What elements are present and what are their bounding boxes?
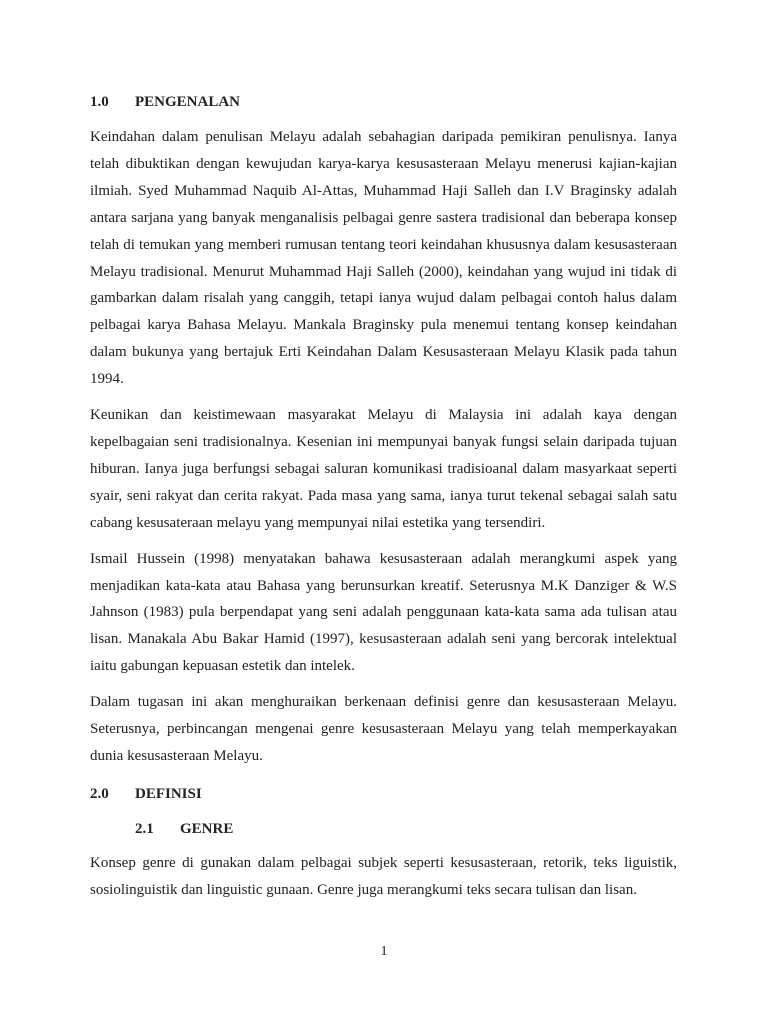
page-number: 1 (380, 944, 388, 959)
section-title: PENGENALAN (135, 94, 241, 110)
section-number: 2.0 (90, 785, 109, 802)
subsection-title: GENRE (180, 820, 234, 837)
paragraph-assignment-scope: Dalam tugasan ini akan menghuraikan berkenaan definisi genre dan kesusasteraan Melayu. Seterusnya, perbincangan mengenai genre kesusasteraan Melayu yang telah memperkayakan dunia kesusasteraan Melayu. (90, 694, 677, 764)
subsection-heading-genre (90, 819, 677, 839)
section-title: DEFINISI (135, 785, 202, 802)
section-heading-definisi (90, 784, 677, 804)
section-heading-pengenalan (90, 92, 677, 112)
paragraph-genre: Konsep genre di gunakan dalam pelbagai subjek seperti kesusasteraan, retorik, teks liguistik, sosiolinguistik dan linguistic gunaan. Genre juga merangkumi teks secara tulisan dan lisan. (90, 854, 677, 898)
paragraph-introduction: Keindahan dalam penulisan Melayu adalah sebahagian daripada pemikiran penulisnya. Ianya telah dibuktikan dengan kewujudan karya-karya kesusasteraan Melayu menerusi kajian-kajian ilmiah. Syed Muhammad Naquib Al-Attas, Muhammad Haji Salleh dan I.V Braginsky adalah antara sarjana yang banyak menganalisis pelbagai genre sastera tradisional dan beberapa konsep telah di temukan yang memberi rumusan tentang teori keindahan khususnya dalam kesusasteraan Melayu tradisional. Menurut Muhammad Haji Salleh (2000), keindahan yang wujud ini tidak di gambarkan dalam risalah yang canggih, tetapi ianya wujud dalam pelbagai contoh halus dalam pelbagai karya Bahasa Melayu. Mankala Braginsky pula menemui tentang konsep keindahan dalam bukunya yang bertajuk Erti Keindahan Dalam Kesusasteraan Melayu Klasik pada tahun 1994. (90, 129, 677, 388)
document-page (90, 92, 677, 904)
section-number: 1.0 (90, 94, 109, 110)
subsection-number: 2.1 (135, 820, 154, 837)
paragraph-definitions: Ismail Hussein (1998) menyatakan bahawa kesusasteraan adalah merangkumi aspek yang menjadikan kata-kata atau Bahasa yang berunsurkan kreatif. Seterusnya M.K Danziger & W.S Jahnson (1983) pula berpendapat yang seni adalah penggunaan kata-kata sama ada tulisan atau lisan. Manakala Abu Bakar Hamid (1997), kesusasteraan adalah seni yang bercorak intelektual iaitu gabungan kepuasan estetik dan intelek. (90, 550, 677, 675)
paragraph-uniqueness: Keunikan dan keistimewaan masyarakat Melayu di Malaysia ini adalah kaya dengan kepelbagaian seni tradisionalnya. Kesenian ini mempunyai banyak fungsi selain daripada tujuan hiburan. Ianya juga berfungsi sebagai saluran komunikasi tradisioanal dalam masyarkaat seperti syair, seni rakyat dan cerita rakyat. Pada masa yang sama, ianya turut tekenal sebagai salah satu cabang kesusateraan melayu yang mempunyai nilai estetika yang tersendiri. (90, 407, 677, 531)
